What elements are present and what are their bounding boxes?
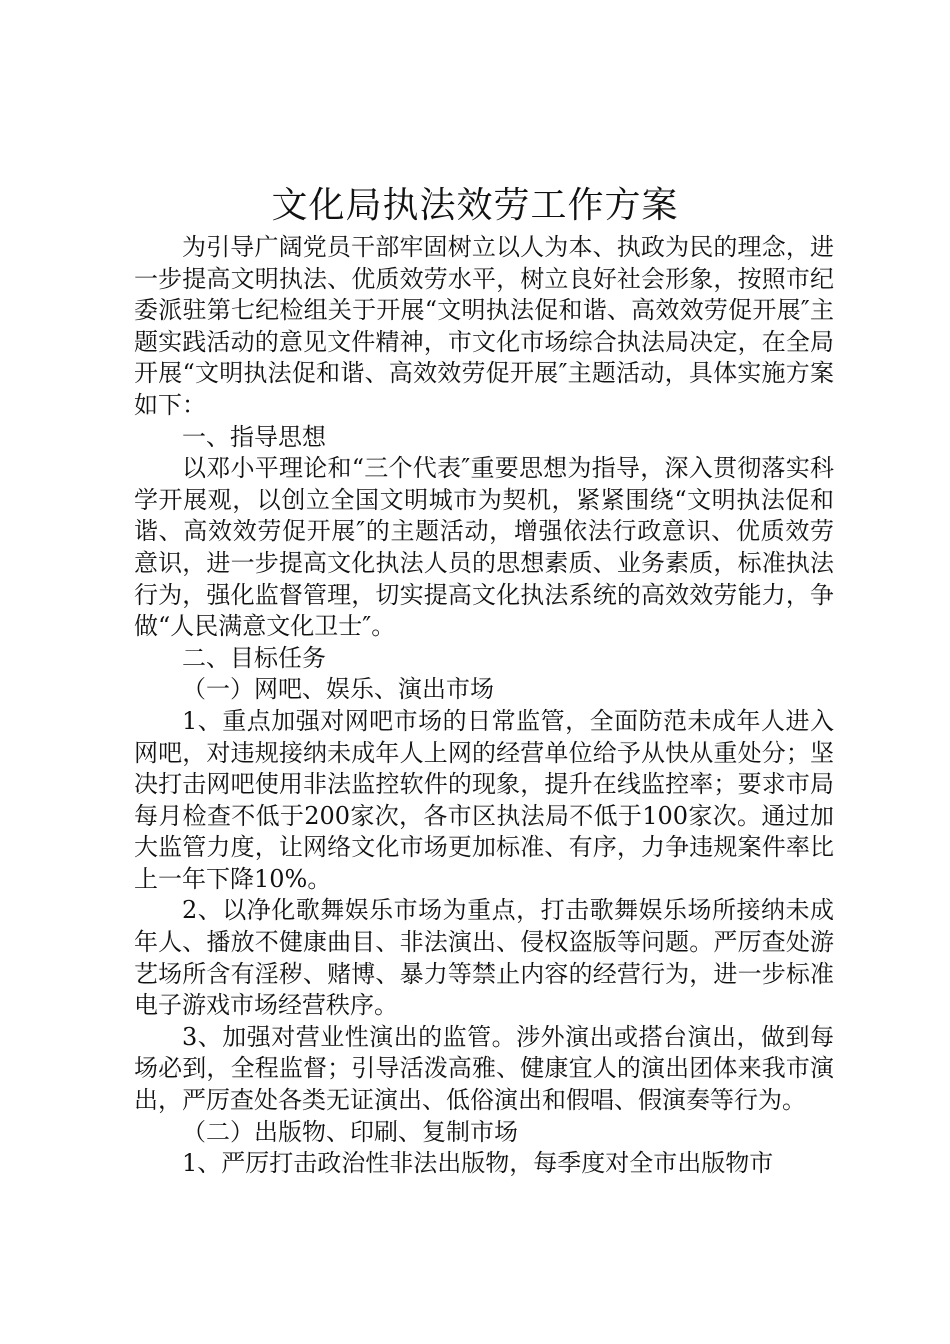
internet-cafe-paragraph: 1、重点加强对网吧市场的日常监管，全面防范未成年人进入网吧，对违规接纳未成年人上网的经营单位给予从快从重处分；坚决打击网吧使用非法监控软件的现象，提升在线监控率；要求市局每月检查不低于200家次，各市区执法局不低于100家次。通过加大监管力度，让网络文化市场更加标准、有序，力争违规案件率比上一年下降10%。 [134,706,834,893]
subsection-heading-publications: （二）出版物、印刷、复制市场 [182,1117,518,1146]
section-heading-guiding-ideology: 一、指导思想 [182,422,326,451]
publications-paragraph: 1、严厉打击政治性非法出版物，每季度对全市出版物市 [182,1149,774,1178]
section-heading-goals-tasks: 二、目标任务 [182,643,326,672]
intro-paragraph: 为引导广阔党员干部牢固树立以人为本、执政为民的理念，进一步提高文明执法、优质效劳水平，树立良好社会形象，按照市纪委派驻第七纪检组关于开展“文明执法促和谐、高效效劳促开展″主题实践活动的意见文件精神，市文化市场综合执法局决定，在全局开展“文明执法促和谐、高效效劳促开展″主题活动，具体实施方案如下： [134,233,834,419]
document-body [134,232,834,1180]
subsection-heading-internet-entertainment: （一）网吧、娱乐、演出市场 [182,675,494,704]
performance-paragraph: 3、加强对营业性演出的监管。涉外演出或搭台演出，做到每场必到，全程监督；引导活泼高雅、健康宜人的演出团体来我市演出，严厉查处各类无证演出、低俗演出和假唱、假演奏等行为。 [134,1022,834,1115]
entertainment-paragraph: 2、以净化歌舞娱乐市场为重点，打击歌舞娱乐场所接纳未成年人、播放不健康曲目、非法演出、侵权盗版等问题。严厉查处游艺场所含有淫秽、赌博、暴力等禁止内容的经营行为，进一步标准电子游戏市场经营秩序。 [134,896,834,1020]
document-title: 文化局执法效劳工作方案 [271,185,679,226]
guiding-ideology-paragraph: 以邓小平理论和“三个代表″重要思想为指导，深入贯彻落实科学开展观，以创立全国文明城市为契机，紧紧围绕“文明执法促和谐、高效效劳促开展″的主题活动，增强依法行政意识、优质效劳意识，进一步提高文化执法人员的思想素质、业务素质，标准执法行为，强化监督管理，切实提高文化执法系统的高效效劳能力，争做“人民满意文化卫士″。 [134,454,834,641]
